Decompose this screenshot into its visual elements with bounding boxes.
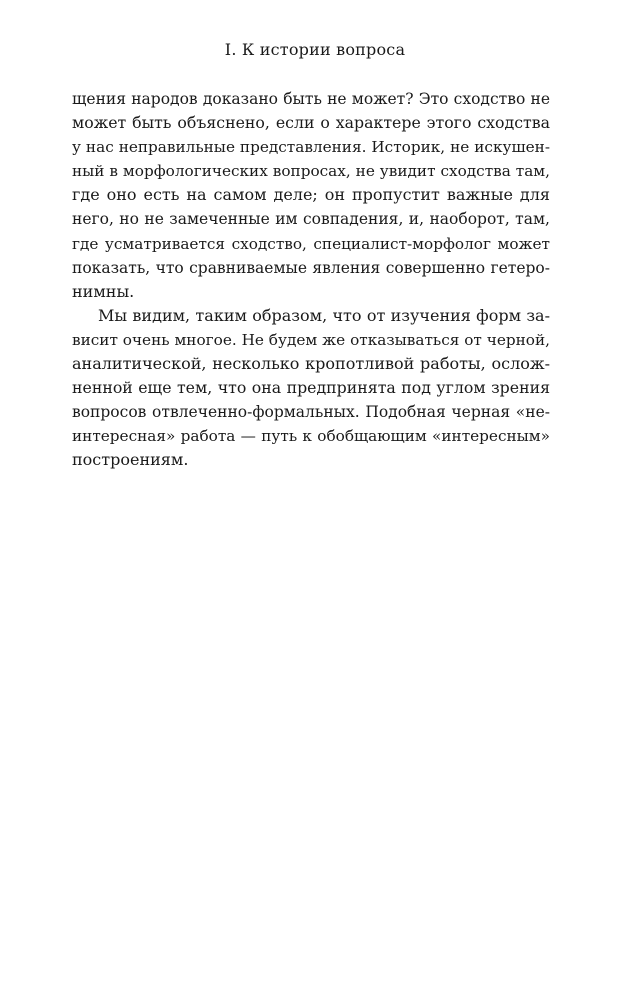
text-line: показать, что сравниваемые явления совершенно гетеро- bbox=[72, 258, 550, 277]
text-line: него, но не замеченные им совпадения, и, наоборот, там, bbox=[72, 210, 550, 229]
text-line: интересная» работа — путь к обобщающим «интересным» bbox=[72, 427, 550, 446]
text-line: может быть объяснено, если о характере этого сходства bbox=[72, 113, 550, 133]
text-line: вопросов отвлеченно-формальных. Подобная черная «не- bbox=[72, 403, 550, 422]
text-line: у нас неправильные представления. Историк, не искушен- bbox=[72, 138, 550, 157]
text-line: ненной еще тем, что она предпринята под углом зрения bbox=[72, 378, 550, 398]
body-text bbox=[72, 87, 550, 473]
text-line: Мы видим, таким образом, что от изучения форм за- bbox=[98, 305, 550, 325]
text-line: аналитической, несколько кропотливой работы, ослож- bbox=[72, 354, 550, 374]
text-line: ный в морфологических вопросах, не увидит сходства там, bbox=[72, 162, 550, 181]
text-line: щения народов доказано быть не может? Это сходство не bbox=[72, 90, 550, 108]
text-line: нимны. bbox=[72, 281, 135, 301]
text-line: где усматривается сходство, специалист-морфолог может bbox=[72, 234, 550, 253]
text-line: построениям. bbox=[72, 450, 189, 470]
paragraph-1 bbox=[72, 87, 550, 304]
text-line: где оно есть на самом деле; он пропустит важные для bbox=[72, 185, 550, 205]
running-head: I. К истории вопроса bbox=[224, 40, 406, 59]
text-line: висит очень многое. Не будем же отказываться от черной, bbox=[72, 330, 550, 349]
paragraph-2 bbox=[72, 304, 550, 473]
